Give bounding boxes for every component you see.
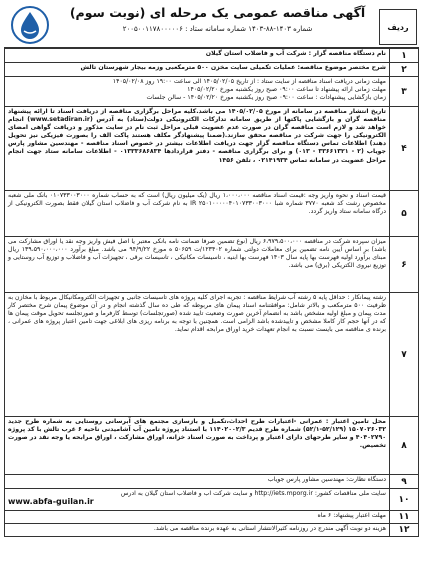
table-row bbox=[5, 191, 419, 237]
row-number: ۵ bbox=[390, 191, 419, 237]
row-text: تاریخ انتشار مناقصه در سامانه از مورخ ۱۴۰۵/۰۲/۰۵ می باشد.کلیه مراحل برگزاری مناقصه از دریافت اسناد تا ارائه پیشنهاد مناقصه گران و بازگشایی پاکتها از طریق سامانه تدارکات الکترونیکی دولت(ستاد) به آدرس (www.setadiran.ir) انجام خواهد شد و لازم است مناقصه گران در صورت عدم عضویت قبلی مراحل ثبت نام در سایت مذکور و دریافت گواهی امضای الکترونیکی را جهت شرکت در مناقصه محقق سازند.(ضمنا پیشنهادگر مکلف هستند پاکت الف را بصورت فیزیکی نیز تحویل دهند) اطلاعات تماس دستگاه مناقصه گزار جهت دریافت اطلاعات بیشتر در خصوص اسناد مناقصه - مهندسین مشاور پارس جویاب (۲ - ۳۳۶۶۱۳۲۱ - ۰۱۳) و برای برگزاری مناقصه - دفتر قراردادها ۰۱۳۳۳۶۸۶۸۳۴ - اطلاعات سامانه ستاد جهت انجام مراحل عضویت در سامانه تماس ۰۲۱۴۱۹۳۴ ، تلفن ۱۴۵۶ bbox=[5, 107, 390, 191]
row-text-block bbox=[5, 77, 390, 107]
row-text: میزان سپرده شرکت در مناقصه ۶،۹۷۹،۵۰۰،۰۰۰ ریال (نوع تضمین صرفا ضمانت نامه بانکی معتبر یا اصل فیش واریز وجه نقد یا اوراق مشارکت می باشد) بر اساس آیین نامه تضمین برای معاملات دولتی شماره ۱۲۳۴۰۲/ت ۵۰۶۵۹ ه مورخ ۹۴/۹/۲۲ می باشد. مبلغ برآورد ۱۳۹،۵۹۰،۰۰۰،۰۰۰ ریال مبنای برآورد اولیه فهرست بها پایه سال ۱۴۰۳ فهرست بها ابنیه ، تاسیسات مکانیکی ، تاسیسات برقی ، تجهیزات آب و فاضلاب و توزیع آب روستایی و توزیع نیروی الکتریکی (برق) می باشد. bbox=[5, 237, 390, 293]
row-text: مهلت اعتبار پیشنهاد: ۶ ماه bbox=[5, 511, 390, 524]
row-number: ۳ bbox=[390, 77, 419, 107]
row-number: ۷ bbox=[390, 293, 419, 417]
row-line: سایت ملی مناقصات کشور: http://iets.mporg.ir و سایت شرکت آب و فاضلاب استان گیلان به آدرس bbox=[120, 490, 386, 497]
row-number: ۱۲ bbox=[390, 524, 419, 537]
row-number: ۶ bbox=[390, 237, 419, 293]
water-drop-logo-icon bbox=[10, 5, 50, 45]
row-number: ۸ bbox=[390, 417, 419, 475]
notice-title: آگهی مناقصه عمومی یک مرحله ای (نوبت سوم) bbox=[69, 5, 366, 20]
row-text: شرح مختصر موضوع مناقصه: عملیات تکمیلی سایت مخزن ۵۰۰ مترمکعبی وزمه بیجار شهرستان تالش bbox=[5, 63, 390, 77]
table-row bbox=[5, 107, 419, 191]
table-row bbox=[5, 417, 419, 475]
table-row bbox=[5, 511, 419, 524]
row-number: ۱ bbox=[390, 49, 419, 63]
tender-details-table bbox=[4, 48, 419, 537]
row-text-block bbox=[5, 489, 390, 511]
table-row bbox=[5, 237, 419, 293]
row-text: دستگاه نظارت: مهندسین مشاور پارس جویاب bbox=[5, 475, 390, 489]
table-row bbox=[5, 524, 419, 537]
table-row bbox=[5, 49, 419, 63]
notice-number-line: شماره ۱۴۰۳-۸۸-۱۴۰۳ شماره سامانه ستاد : ۲۰۰۵۰۰۱۱۷۸۰۰۰۰۰۶ bbox=[122, 25, 313, 33]
row-number: ۴ bbox=[390, 107, 419, 191]
row-line: مهلت زمانی ارائه پیشنهاد تا ساعت ۰۹:۰۰ صبح روز یکشنبه مورخ ۱۴۰۵/۰۲/۲۰ bbox=[187, 86, 386, 94]
row-text: رشته پیمانکار : حداقل پایه ۵ رشته آب شرایط مناقصه : تجربه اجرای کلیه پروژه های تاسیسات جانبی و تجهیزات الکترومکانیکال مربوط با مخازن به ظرفیت ۵۰۰ مترمکعب و بالاتر شامل: موافقتنامه اسناد پیمان های مربوطه که طی ده سال گذشته انجام و در آن موضوع پیمان شرح مختصر کار مدت پیمان و مبلغ اولیه مشخص باشد به انضمام آخرین صورت وضعیت تایید شده (صورتجلسات) توسط کارفرما و صورتجلسه تحویل موقت پیمان ها که در آنها حجم کار کاملا مشخص و تاییدشده باشد الزامی است. همچنین با توجه به برنامه ریزی های ابلاغی جهت تامین اعتبار پروژه های عمرانی ، برنده ی مناقصه می بایست نسبت به انجام تعهدات خرید اوراق مرابحه اقدام نماید. bbox=[5, 293, 390, 417]
notice-header bbox=[4, 3, 419, 48]
row-line: زمان بازگشایی پیشنهادات : ساعت ۰۹:۰۰ صبح روز یکشنبه مورخ ۱۴۰۵/۰۲/۲۰ - سالن جلسات bbox=[146, 94, 386, 102]
row-text: قیمت اسناد و نحوه واریز وجه :قیمت اسناد مناقصه ۱،۰۰۰،۰۰۰ ریال (یک میلیون ریال) است که به حساب شماره ۰۱۰۷۳۳۰۰۳۰۰۰ بانک ملی شعبه مخصوص رشت کد شعبه ۳۷۷۰ شماره شبا IR ۲۵۰۱۰۰۰۰۰۴۰۱۰۷۳۳۰۰۳۰۰۰ به نام شرکت آب و فاضلاب استان گیلان فقط بصورت الکترونیکی از درگاه سامانه ستاد واریز گردد. bbox=[5, 191, 390, 237]
table-row bbox=[5, 489, 419, 511]
row-number: ۲ bbox=[390, 63, 419, 77]
row-text: نام دستگاه مناقصه گزار : شرکت آب و فاضلاب استان گیلان bbox=[5, 49, 390, 63]
row-number: ۹ bbox=[390, 475, 419, 489]
row-line: مهلت زمانی دریافت اسناد مناقصه از سایت ستاد : از تاریخ ۱۴۰۵/۰۲/۰۵ الی ساعت ۱۹:۰۰ روز ۱۴۰۵/۰۲/۰۸ bbox=[112, 78, 386, 85]
row-text: هزینه دو نوبت آگهی مندرج در روزنامه کثیرالانتشار استانی به عهده برنده مناقصه می باشد. bbox=[5, 524, 390, 537]
row-number: ۱۰ bbox=[390, 489, 419, 511]
website-link[interactable]: www.abfa-guilan.ir bbox=[8, 498, 94, 507]
table-row bbox=[5, 475, 419, 489]
row-number: ۱۱ bbox=[390, 511, 419, 524]
row-number-header: ردیف bbox=[379, 9, 417, 45]
row-text: محل تامین اعتبار : عمرانی -اعتبارات طرح احداث،تکمیل و بازسازی مجتمع های آبرسانی روستایی به شماره طرح جدید ۱۵۰۷۰۲۶۰۳۲ (۵۲/۱۲۹-۵۲/۱) شماره طرح قدیم ۱۱۴۰۲۰۰۲/۳ با استناد پروژه تامین آب آشامیدنی ناحیه ۶ غرب تالش با کد پروژه ۴۰۴۰۲۷۹۰ و سایر طرحهای دارای اعتبار و پرداخت به صورت اسناد خزانه، اوراق مشارکت ، اوراق مرابحه یا وجه نقد در صورت تخصیص. bbox=[5, 417, 390, 475]
table-row bbox=[5, 63, 419, 77]
table-row bbox=[5, 77, 419, 107]
table-row bbox=[5, 293, 419, 417]
